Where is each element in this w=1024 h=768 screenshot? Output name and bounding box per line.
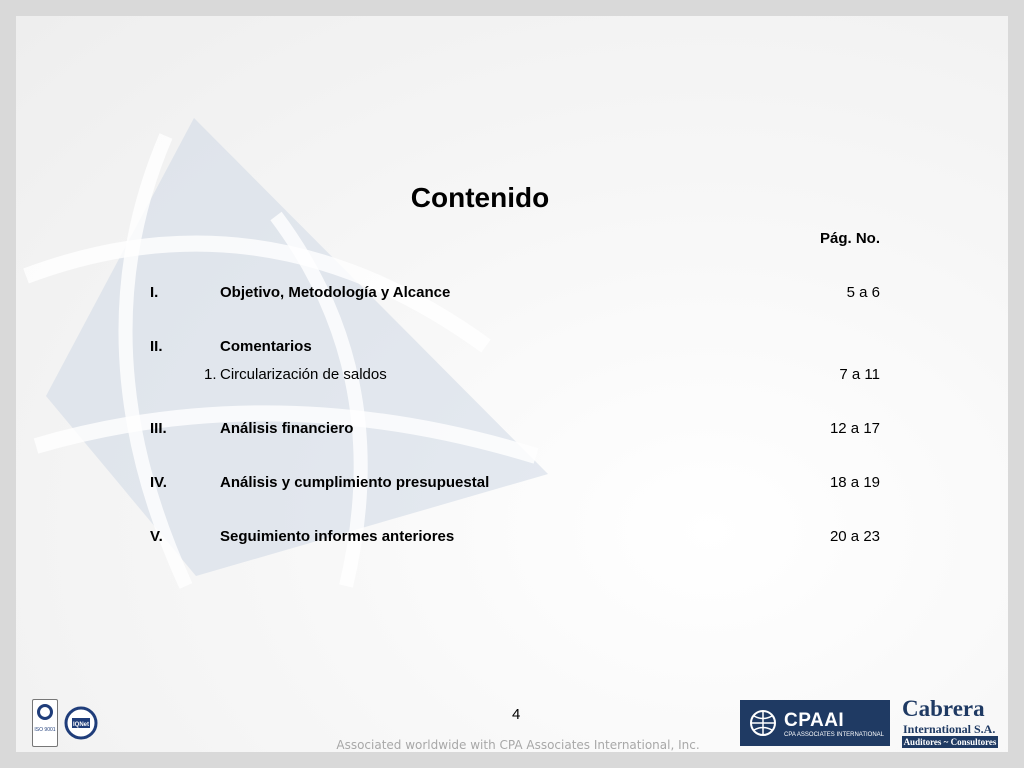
toc-label: Seguimiento informes anteriores [220,528,455,545]
toc-label: Análisis y cumplimiento presupuestal [220,474,490,491]
cpaai-tagline: CPA ASSOCIATES INTERNATIONAL [784,732,885,738]
cabrera-logo [900,696,1000,748]
toc-subitem-pages: 7 a 11 [839,366,880,383]
iqnet-seal-icon [64,706,98,740]
toc-label: Análisis financiero [220,420,354,437]
toc-subitem-row [16,366,1008,386]
footer-association-text: Associated worldwide with CPA Associates International, Inc. [336,738,700,752]
toc-subitem-label: Circularización de saldos [220,366,387,383]
toc-number: IV. [150,474,167,491]
toc-row [16,420,1008,440]
toc-pages: 20 a 23 [829,528,880,545]
page-title: Contenido [410,182,550,213]
cabrera-tagline-bar: Auditores ~ Consultores [903,737,997,747]
slide-page-number: 4 [512,706,521,723]
iqnet-text: IQNet [72,722,90,728]
toc-number: II. [150,338,163,355]
toc-label: Objetivo, Metodología y Alcance [220,284,451,301]
slide [16,16,1008,752]
toc-label: Comentarios [220,338,312,355]
toc-number: I. [150,284,159,301]
globe-icon [748,708,778,738]
toc-pages: 5 a 6 [846,284,880,301]
cabrera-wordmark: Cabrera [902,696,985,721]
cabrera-subtitle: International S.A. [903,722,996,736]
certification-ring-icon [37,704,53,720]
toc-number: III. [150,420,167,437]
pages-column-header: Pág. No. [819,230,880,247]
toc-row [16,528,1008,548]
iso-badge-text: ISO 9001 [34,727,56,733]
toc-pages: 12 a 17 [829,420,880,437]
toc-row [16,474,1008,494]
toc-number: V. [150,528,163,545]
iso-certification-badge [32,699,58,747]
cpaai-wordmark: CPAAI [784,710,845,731]
toc-pages: 18 a 19 [829,474,880,491]
toc-subitem-number: 1. [204,366,217,383]
toc-row [16,338,1008,358]
toc-row [16,284,1008,304]
cpaai-logo [740,700,890,746]
